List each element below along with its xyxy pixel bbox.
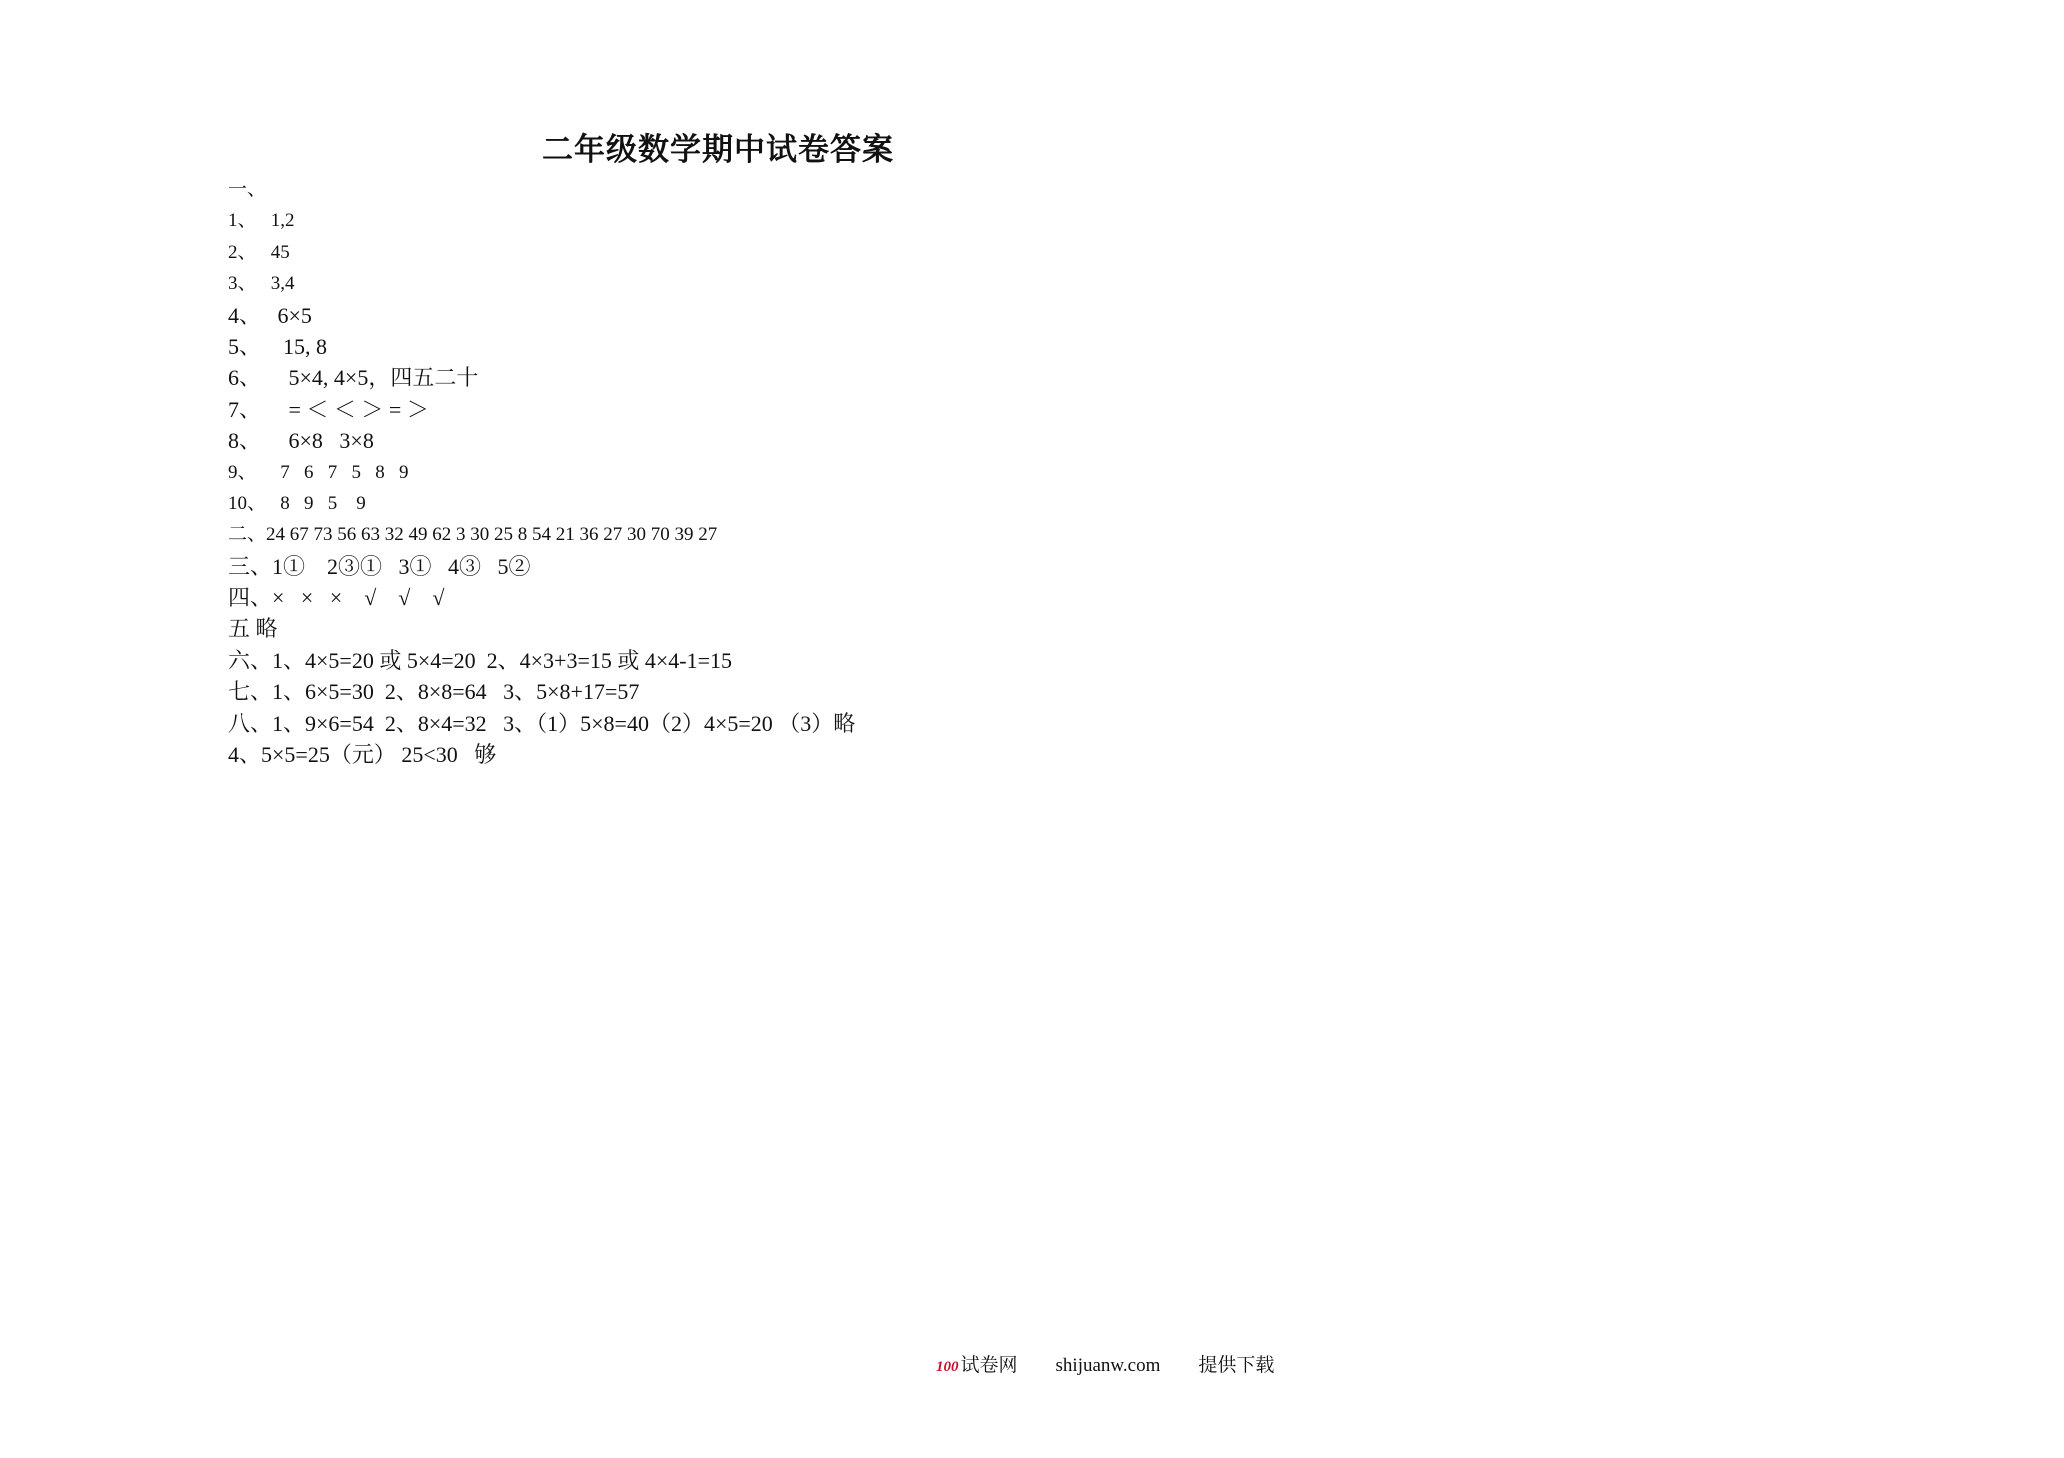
answer-line: 五 略 (228, 616, 278, 642)
answer-line: 八、1、9×6=54 2、8×4=32 3、（1）5×8=40（2）4×5=20 （3）略 (228, 710, 856, 736)
site-logo: 100 (936, 1359, 959, 1375)
answer-line: 三、1① 2③① 3① 4③ 5② (228, 553, 531, 579)
answer-line: 七、1、6×5=30 2、8×8=64 3、5×8+17=57 (228, 679, 640, 705)
answer-line: 二、24 67 73 56 63 32 49 62 3 30 25 8 54 21 36 27 30 70 39 27 (228, 524, 718, 546)
footer (936, 1350, 1274, 1377)
answer-line: 2、 45 (228, 241, 290, 263)
answer-line: 6、 5×4, 4×5，四五二十 (228, 365, 479, 391)
document-title: 二年级数学期中试卷答案 (542, 132, 894, 167)
answer-line: 8、 6×8 3×8 (228, 428, 374, 454)
answer-line: 四、× × × √ √ √ (228, 585, 445, 611)
answer-line: 4、5×5=25（元） 25<30 够 (228, 742, 497, 768)
answer-line: 10、 8 9 5 9 (228, 492, 366, 514)
answer-line: 4、 6×5 (228, 302, 312, 328)
answer-line: 1、 1,2 (228, 210, 295, 232)
answer-line: 9、 7 6 7 5 8 9 (228, 461, 409, 483)
answer-line: 3、 3,4 (228, 273, 295, 295)
footer-site-name: 试卷网 (960, 1355, 1018, 1376)
footer-url[interactable]: shijuanw.com (1055, 1355, 1161, 1376)
answer-line: 7、 = ＜ ＜ ＞ = ＞ (228, 396, 429, 422)
answer-line: 六、1、4×5=20 或 5×4=20 2、4×3+3=15 或 4×4-1=15 (228, 647, 732, 673)
answer-list (228, 174, 855, 770)
answer-line: 5、 15, 8 (228, 333, 328, 359)
answer-line: 一、 (228, 179, 267, 200)
footer-note: 提供下载 (1198, 1355, 1275, 1376)
